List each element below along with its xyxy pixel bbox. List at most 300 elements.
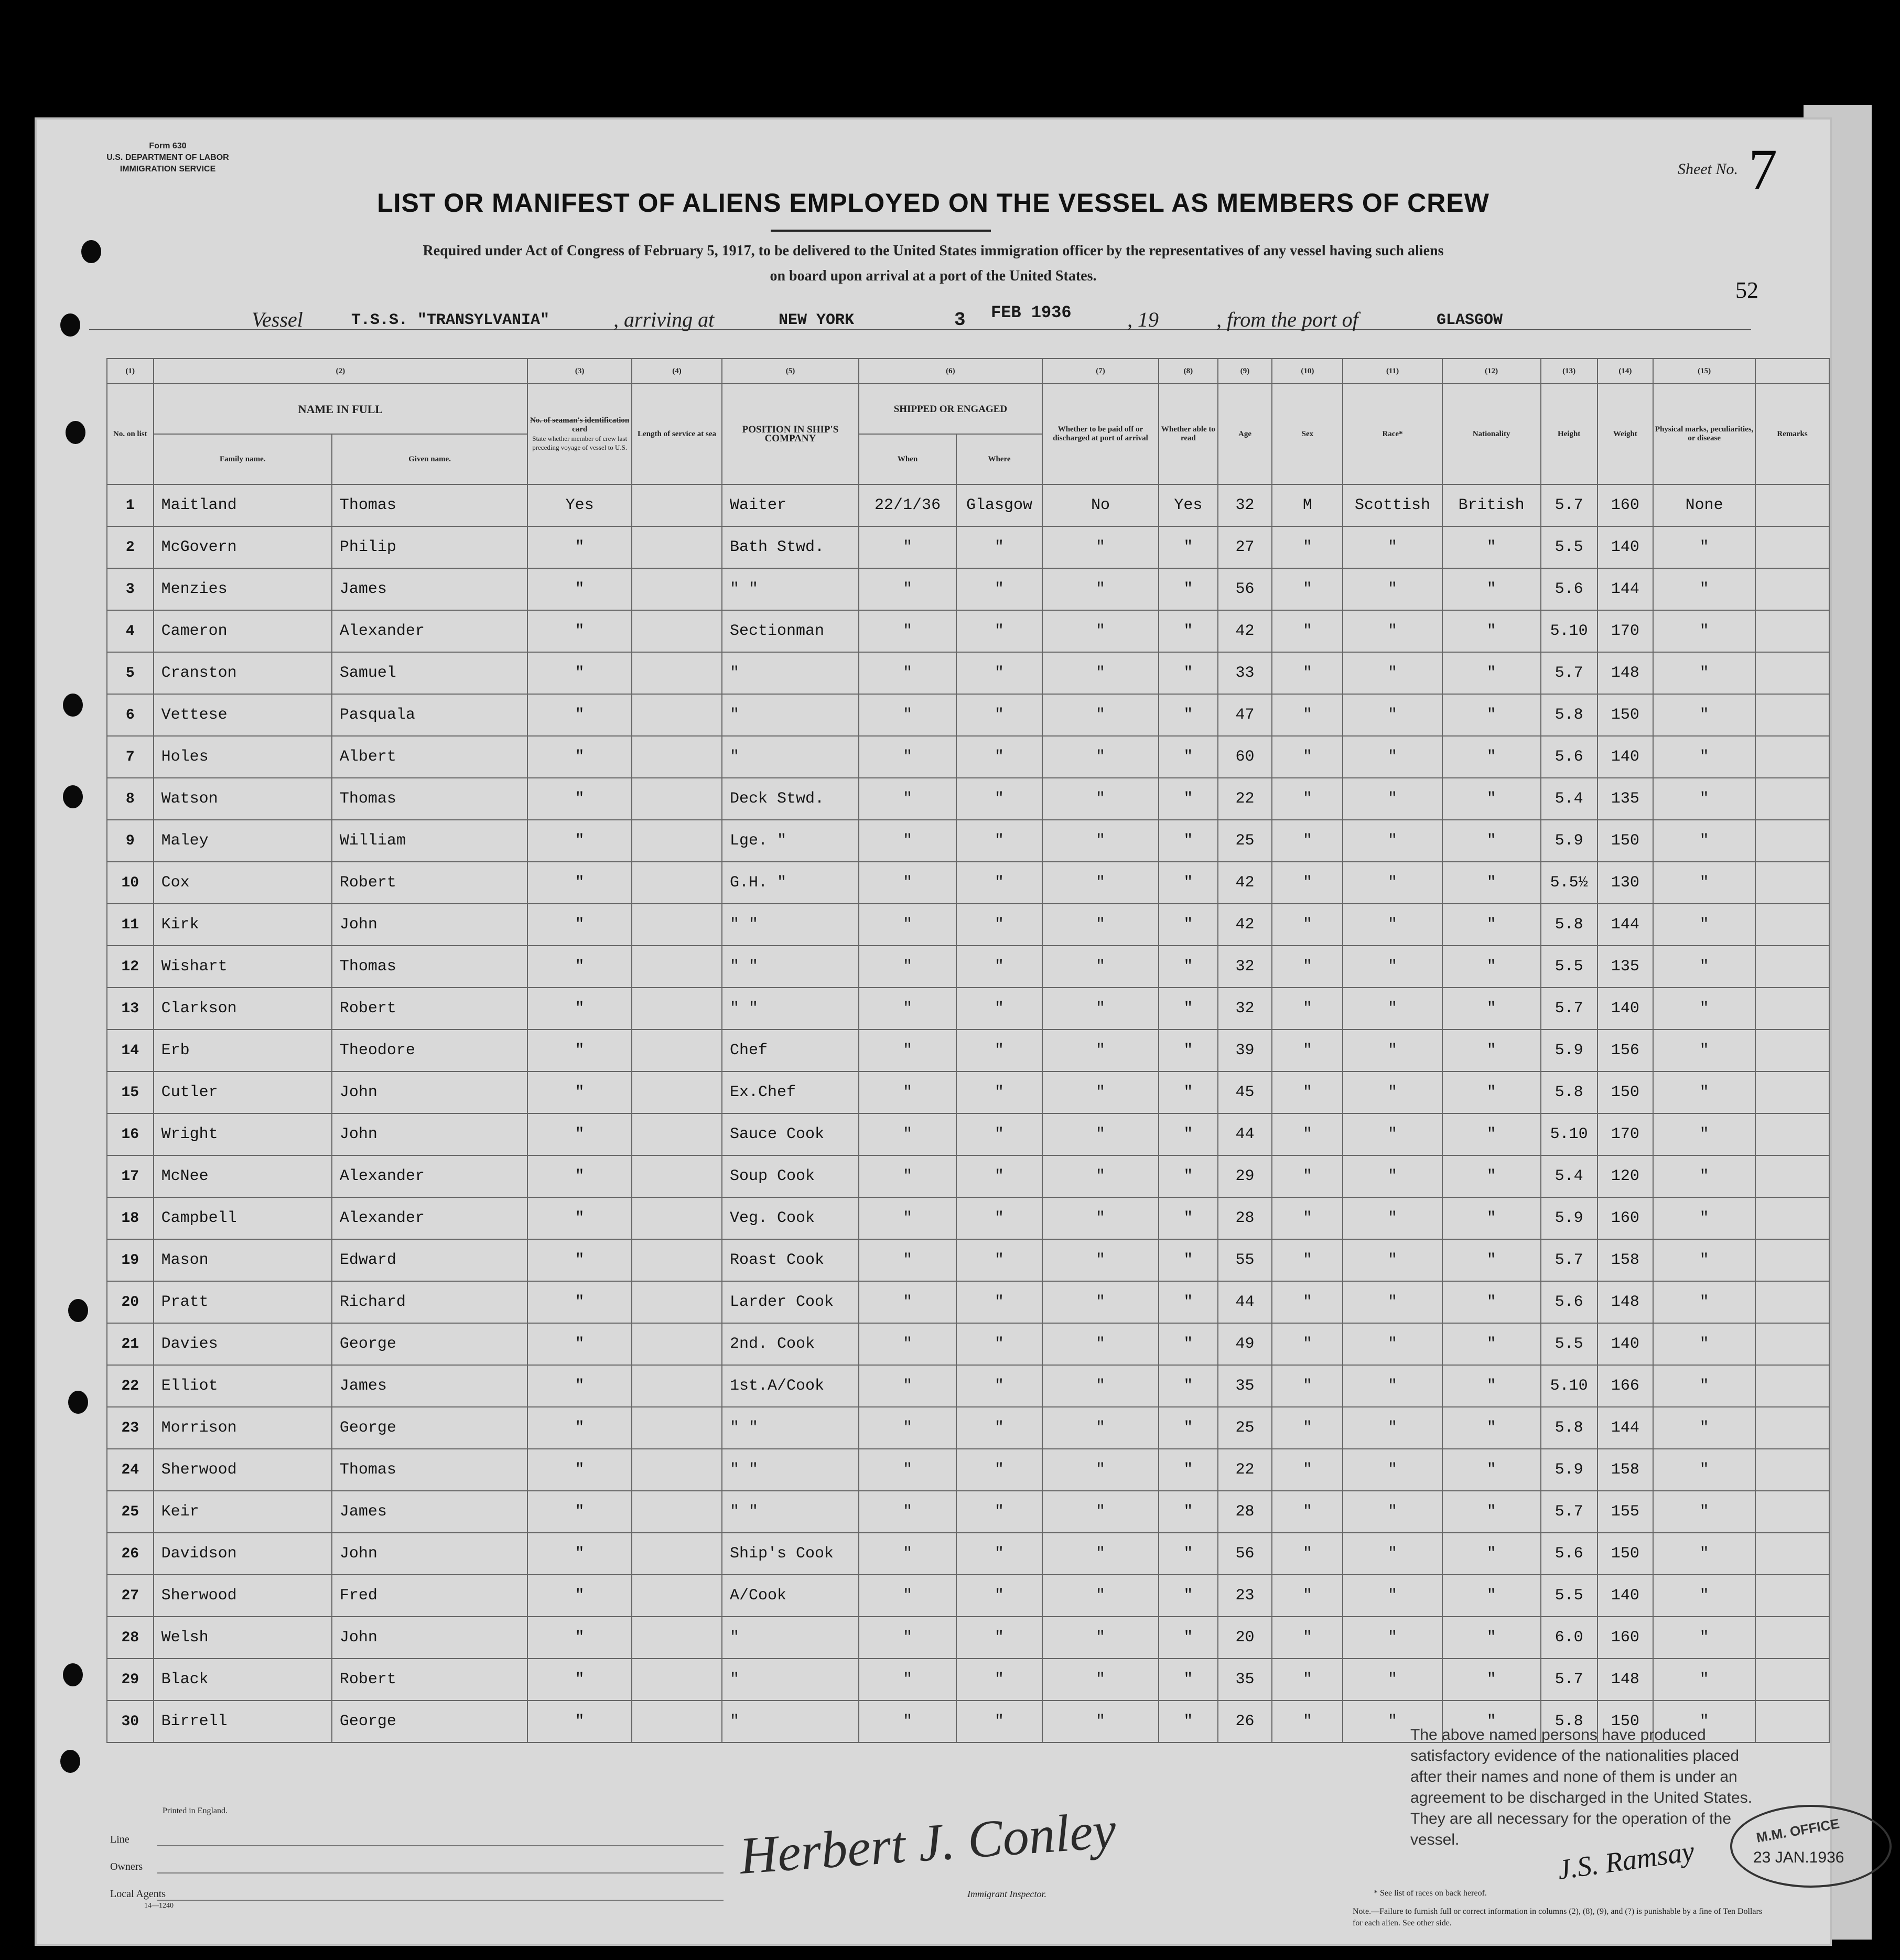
race-cell: " bbox=[1343, 1030, 1442, 1071]
sex-cell: " bbox=[1272, 1449, 1343, 1491]
weight-cell: 144 bbox=[1597, 568, 1654, 610]
owners-rule bbox=[157, 1872, 724, 1874]
able-to-read-cell: " bbox=[1159, 1407, 1218, 1449]
length-service-cell bbox=[632, 1659, 722, 1701]
header-height: Height bbox=[1541, 384, 1597, 484]
header-nationality: Nationality bbox=[1442, 384, 1541, 484]
family-name-cell: Campbell bbox=[154, 1197, 332, 1239]
weight-cell: 160 bbox=[1597, 1617, 1654, 1659]
position-cell: Ship's Cook bbox=[722, 1533, 859, 1575]
previous-voyage-cell: " bbox=[527, 610, 632, 652]
race-cell: Scottish bbox=[1343, 484, 1442, 526]
able-to-read-cell: " bbox=[1159, 1617, 1218, 1659]
height-cell: 5.7 bbox=[1541, 484, 1597, 526]
shipped-when-cell: " bbox=[859, 610, 956, 652]
height-cell: 5.7 bbox=[1541, 1239, 1597, 1281]
row-number-cell: 7 bbox=[107, 736, 154, 778]
paid-off-cell: " bbox=[1042, 1365, 1159, 1407]
sex-cell: " bbox=[1272, 1701, 1343, 1742]
row-number-cell: 19 bbox=[107, 1239, 154, 1281]
remarks-cell bbox=[1755, 610, 1829, 652]
shipped-when-cell: " bbox=[859, 736, 956, 778]
physical-marks-cell: " bbox=[1653, 652, 1755, 694]
given-name-cell: Theodore bbox=[332, 1030, 527, 1071]
crew-row bbox=[107, 1491, 1829, 1533]
physical-marks-cell: " bbox=[1653, 694, 1755, 736]
shipped-when-cell: " bbox=[859, 1113, 956, 1155]
header-where: Where bbox=[956, 434, 1042, 484]
owners-label: Owners bbox=[110, 1861, 143, 1872]
position-cell: Soup Cook bbox=[722, 1155, 859, 1197]
crew-row bbox=[107, 1407, 1829, 1449]
able-to-read-cell: " bbox=[1159, 778, 1218, 820]
family-name-cell: Cox bbox=[154, 862, 332, 904]
header-col3-struck: No. of seaman's identification card bbox=[530, 416, 630, 434]
race-cell: " bbox=[1343, 1323, 1442, 1365]
inspector-signature: Herbert J. Conley bbox=[738, 1801, 1118, 1885]
height-cell: 5.5½ bbox=[1541, 862, 1597, 904]
age-cell: 55 bbox=[1218, 1239, 1272, 1281]
requirement-line-1: Required under Act of Congress of February 5, 1917, to be delivered to the United States immigration officer by the representatives of any vessel having such aliens bbox=[423, 243, 1444, 259]
physical-marks-cell: " bbox=[1653, 1323, 1755, 1365]
given-name-cell: Robert bbox=[332, 862, 527, 904]
weight-cell: 160 bbox=[1597, 1197, 1654, 1239]
col-num-12: (12) bbox=[1442, 359, 1541, 384]
row-number-cell: 5 bbox=[107, 652, 154, 694]
weight-cell: 166 bbox=[1597, 1365, 1654, 1407]
header-sex: Sex bbox=[1272, 384, 1343, 484]
remarks-cell bbox=[1755, 1533, 1829, 1575]
shipped-where-cell: " bbox=[956, 1071, 1042, 1113]
physical-marks-cell: " bbox=[1653, 1701, 1755, 1742]
family-name-cell: Watson bbox=[154, 778, 332, 820]
row-number-cell: 11 bbox=[107, 904, 154, 946]
position-cell: Sectionman bbox=[722, 610, 859, 652]
nationality-cell: " bbox=[1442, 862, 1541, 904]
height-cell: 5.7 bbox=[1541, 1659, 1597, 1701]
shipped-where-cell: " bbox=[956, 694, 1042, 736]
position-cell: " " bbox=[722, 568, 859, 610]
sex-cell: " bbox=[1272, 568, 1343, 610]
given-name-cell: John bbox=[332, 1533, 527, 1575]
height-cell: 5.9 bbox=[1541, 1197, 1597, 1239]
race-cell: " bbox=[1343, 1113, 1442, 1155]
previous-voyage-cell: " bbox=[527, 1281, 632, 1323]
crew-rows bbox=[107, 484, 1829, 1742]
header-col3-note: State whether member of crew last preceding voyage of vessel to U.S. bbox=[532, 435, 628, 451]
crew-row bbox=[107, 778, 1829, 820]
punch-hole bbox=[66, 421, 85, 444]
shipped-where-cell: " bbox=[956, 1617, 1042, 1659]
shipped-when-cell: " bbox=[859, 1323, 956, 1365]
shipped-where-cell: " bbox=[956, 652, 1042, 694]
race-cell: " bbox=[1343, 568, 1442, 610]
sex-cell: " bbox=[1272, 1365, 1343, 1407]
able-to-read-cell: " bbox=[1159, 1449, 1218, 1491]
able-to-read-cell: " bbox=[1159, 694, 1218, 736]
previous-voyage-cell: " bbox=[527, 904, 632, 946]
given-name-cell: Thomas bbox=[332, 946, 527, 988]
position-cell: " bbox=[722, 736, 859, 778]
shipped-when-cell: " bbox=[859, 1533, 956, 1575]
able-to-read-cell: " bbox=[1159, 1491, 1218, 1533]
weight-cell: 140 bbox=[1597, 736, 1654, 778]
col-num-1: (1) bbox=[107, 359, 154, 384]
weight-cell: 150 bbox=[1597, 1533, 1654, 1575]
age-cell: 32 bbox=[1218, 484, 1272, 526]
previous-voyage-cell: " bbox=[527, 526, 632, 568]
nationality-cell: " bbox=[1442, 652, 1541, 694]
shipped-where-cell: " bbox=[956, 1197, 1042, 1239]
race-cell: " bbox=[1343, 1491, 1442, 1533]
race-cell: " bbox=[1343, 1281, 1442, 1323]
race-cell: " bbox=[1343, 820, 1442, 862]
sex-cell: " bbox=[1272, 1239, 1343, 1281]
age-cell: 25 bbox=[1218, 1407, 1272, 1449]
race-cell: " bbox=[1343, 1533, 1442, 1575]
shipped-where-cell: " bbox=[956, 1281, 1042, 1323]
crew-row bbox=[107, 526, 1829, 568]
age-cell: 42 bbox=[1218, 904, 1272, 946]
crew-row bbox=[107, 1323, 1829, 1365]
given-name-cell: Thomas bbox=[332, 484, 527, 526]
race-cell: " bbox=[1343, 526, 1442, 568]
length-service-cell bbox=[632, 988, 722, 1030]
nationality-cell: " bbox=[1442, 568, 1541, 610]
crew-row bbox=[107, 1197, 1829, 1239]
nationality-cell: " bbox=[1442, 1155, 1541, 1197]
title-underline bbox=[771, 230, 991, 232]
row-number-cell: 26 bbox=[107, 1533, 154, 1575]
remarks-cell bbox=[1755, 1659, 1829, 1701]
sheet-label: Sheet No. bbox=[1678, 160, 1738, 178]
nationality-cell: " bbox=[1442, 694, 1541, 736]
shipped-where-cell: " bbox=[956, 904, 1042, 946]
length-service-cell bbox=[632, 484, 722, 526]
shipped-when-cell: " bbox=[859, 1407, 956, 1449]
manifest-title: LIST OR MANIFEST OF ALIENS EMPLOYED ON THE VESSEL AS MEMBERS OF CREW bbox=[377, 188, 1489, 218]
col-num-8: (8) bbox=[1159, 359, 1218, 384]
col-num-9: (9) bbox=[1218, 359, 1272, 384]
weight-cell: 144 bbox=[1597, 1407, 1654, 1449]
remarks-cell bbox=[1755, 778, 1829, 820]
sheet-number: 7 bbox=[1748, 137, 1777, 201]
sex-cell: " bbox=[1272, 946, 1343, 988]
length-service-cell bbox=[632, 1575, 722, 1617]
weight-cell: 130 bbox=[1597, 862, 1654, 904]
physical-marks-cell: " bbox=[1653, 988, 1755, 1030]
header-shipped: SHIPPED OR ENGAGED bbox=[859, 384, 1042, 434]
shipped-when-cell: " bbox=[859, 1030, 956, 1071]
arriving-label: , arriving at bbox=[613, 308, 715, 331]
able-to-read-cell: Yes bbox=[1159, 484, 1218, 526]
arrival-port: NEW YORK bbox=[779, 311, 855, 329]
age-cell: 60 bbox=[1218, 736, 1272, 778]
height-cell: 5.7 bbox=[1541, 652, 1597, 694]
previous-voyage-cell: " bbox=[527, 1239, 632, 1281]
crew-row bbox=[107, 1030, 1829, 1071]
punch-hole bbox=[63, 785, 83, 808]
family-name-cell: Pratt bbox=[154, 1281, 332, 1323]
remarks-cell bbox=[1755, 484, 1829, 526]
able-to-read-cell: " bbox=[1159, 1281, 1218, 1323]
row-number-cell: 14 bbox=[107, 1030, 154, 1071]
length-service-cell bbox=[632, 1071, 722, 1113]
height-cell: 5.10 bbox=[1541, 1365, 1597, 1407]
length-service-cell bbox=[632, 1491, 722, 1533]
nationality-cell: " bbox=[1442, 1533, 1541, 1575]
stamp-date: 23 JAN.1936 bbox=[1753, 1849, 1844, 1866]
remarks-cell bbox=[1755, 1407, 1829, 1449]
side-number: 52 bbox=[1735, 277, 1758, 303]
able-to-read-cell: " bbox=[1159, 1533, 1218, 1575]
physical-marks-cell: " bbox=[1653, 526, 1755, 568]
position-cell: Ex.Chef bbox=[722, 1071, 859, 1113]
shipped-where-cell: " bbox=[956, 1407, 1042, 1449]
position-cell: Veg. Cook bbox=[722, 1197, 859, 1239]
previous-voyage-cell: " bbox=[527, 1701, 632, 1742]
physical-marks-cell: " bbox=[1653, 1030, 1755, 1071]
row-number-cell: 10 bbox=[107, 862, 154, 904]
paid-off-cell: " bbox=[1042, 568, 1159, 610]
given-name-cell: George bbox=[332, 1323, 527, 1365]
weight-cell: 135 bbox=[1597, 946, 1654, 988]
crew-row bbox=[107, 484, 1829, 526]
length-service-cell bbox=[632, 694, 722, 736]
previous-voyage-cell: " bbox=[527, 1491, 632, 1533]
shipped-when-cell: " bbox=[859, 820, 956, 862]
position-cell: " bbox=[722, 694, 859, 736]
form-number: Form 630 bbox=[149, 142, 187, 150]
shipped-when-cell: " bbox=[859, 1197, 956, 1239]
given-name-cell: James bbox=[332, 1365, 527, 1407]
weight-cell: 160 bbox=[1597, 484, 1654, 526]
row-number-cell: 20 bbox=[107, 1281, 154, 1323]
crew-row bbox=[107, 1659, 1829, 1701]
age-cell: 45 bbox=[1218, 1071, 1272, 1113]
shipped-when-cell: " bbox=[859, 1365, 956, 1407]
shipped-where-cell: " bbox=[956, 1030, 1042, 1071]
remarks-cell bbox=[1755, 1113, 1829, 1155]
family-name-cell: Mason bbox=[154, 1239, 332, 1281]
shipped-where-cell: " bbox=[956, 778, 1042, 820]
sex-cell: " bbox=[1272, 1030, 1343, 1071]
vessel-name: T.S.S. "TRANSYLVANIA" bbox=[351, 311, 550, 329]
age-cell: 28 bbox=[1218, 1491, 1272, 1533]
shipped-where-cell: " bbox=[956, 1701, 1042, 1742]
crew-row bbox=[107, 820, 1829, 862]
nationality-cell: " bbox=[1442, 1365, 1541, 1407]
sex-cell: " bbox=[1272, 736, 1343, 778]
row-number-cell: 30 bbox=[107, 1701, 154, 1742]
form-header bbox=[92, 140, 244, 175]
paid-off-cell: " bbox=[1042, 820, 1159, 862]
row-number-cell: 6 bbox=[107, 694, 154, 736]
family-name-cell: Menzies bbox=[154, 568, 332, 610]
shipped-where-cell: " bbox=[956, 1659, 1042, 1701]
header-name-in-full: NAME IN FULL bbox=[154, 384, 528, 434]
able-to-read-cell: " bbox=[1159, 1323, 1218, 1365]
family-name-cell: Davies bbox=[154, 1323, 332, 1365]
paid-off-cell: " bbox=[1042, 1449, 1159, 1491]
nationality-cell: " bbox=[1442, 1701, 1541, 1742]
races-note: * See list of races on back hereof. bbox=[1374, 1889, 1487, 1898]
header-remarks: Remarks bbox=[1755, 384, 1829, 484]
length-service-cell bbox=[632, 568, 722, 610]
race-cell: " bbox=[1343, 1659, 1442, 1701]
previous-voyage-cell: " bbox=[527, 652, 632, 694]
height-cell: 5.9 bbox=[1541, 1449, 1597, 1491]
given-name-cell: Thomas bbox=[332, 778, 527, 820]
punch-hole bbox=[63, 694, 83, 717]
paid-off-cell: " bbox=[1042, 1491, 1159, 1533]
row-number-cell: 23 bbox=[107, 1407, 154, 1449]
nationality-cell: " bbox=[1442, 1030, 1541, 1071]
height-cell: 5.8 bbox=[1541, 694, 1597, 736]
crew-row bbox=[107, 610, 1829, 652]
length-service-cell bbox=[632, 1197, 722, 1239]
remarks-cell bbox=[1755, 1281, 1829, 1323]
punch-hole bbox=[63, 1663, 83, 1686]
position-cell: " bbox=[722, 652, 859, 694]
age-cell: 47 bbox=[1218, 694, 1272, 736]
able-to-read-cell: " bbox=[1159, 1365, 1218, 1407]
weight-cell: 140 bbox=[1597, 526, 1654, 568]
shipped-when-cell: " bbox=[859, 1071, 956, 1113]
previous-voyage-cell: " bbox=[527, 1365, 632, 1407]
race-cell: " bbox=[1343, 946, 1442, 988]
height-cell: 5.8 bbox=[1541, 1407, 1597, 1449]
race-cell: " bbox=[1343, 778, 1442, 820]
age-cell: 25 bbox=[1218, 820, 1272, 862]
shipped-where-cell: " bbox=[956, 1533, 1042, 1575]
race-cell: " bbox=[1343, 652, 1442, 694]
row-number-cell: 22 bbox=[107, 1365, 154, 1407]
position-cell: " bbox=[722, 1701, 859, 1742]
col-num-10: (10) bbox=[1272, 359, 1343, 384]
physical-marks-cell: " bbox=[1653, 820, 1755, 862]
previous-voyage-cell: " bbox=[527, 1030, 632, 1071]
header-age: Age bbox=[1218, 384, 1272, 484]
height-cell: 5.8 bbox=[1541, 904, 1597, 946]
length-service-cell bbox=[632, 1701, 722, 1742]
weight-cell: 144 bbox=[1597, 904, 1654, 946]
previous-voyage-cell: " bbox=[527, 736, 632, 778]
col-num-7: (7) bbox=[1042, 359, 1159, 384]
given-name-cell: John bbox=[332, 1617, 527, 1659]
paid-off-cell: " bbox=[1042, 946, 1159, 988]
weight-cell: 120 bbox=[1597, 1155, 1654, 1197]
length-service-cell bbox=[632, 610, 722, 652]
shipped-when-cell: " bbox=[859, 862, 956, 904]
weight-cell: 170 bbox=[1597, 1113, 1654, 1155]
age-cell: 42 bbox=[1218, 610, 1272, 652]
family-name-cell: Kirk bbox=[154, 904, 332, 946]
col-num-3: (3) bbox=[527, 359, 632, 384]
paid-off-cell: " bbox=[1042, 736, 1159, 778]
age-cell: 39 bbox=[1218, 1030, 1272, 1071]
paid-off-cell: " bbox=[1042, 1155, 1159, 1197]
physical-marks-cell: " bbox=[1653, 1239, 1755, 1281]
position-cell: " " bbox=[722, 946, 859, 988]
previous-voyage-cell: " bbox=[527, 1407, 632, 1449]
nationality-cell: " bbox=[1442, 820, 1541, 862]
family-name-cell: Maitland bbox=[154, 484, 332, 526]
crew-row bbox=[107, 1281, 1829, 1323]
form-code: 14—1240 bbox=[144, 1902, 174, 1910]
remarks-cell bbox=[1755, 1449, 1829, 1491]
sex-cell: " bbox=[1272, 1659, 1343, 1701]
height-cell: 5.9 bbox=[1541, 820, 1597, 862]
sex-cell: " bbox=[1272, 1617, 1343, 1659]
position-cell: Sauce Cook bbox=[722, 1113, 859, 1155]
position-cell: " " bbox=[722, 904, 859, 946]
physical-marks-cell: " bbox=[1653, 1533, 1755, 1575]
shipped-when-cell: " bbox=[859, 1449, 956, 1491]
col-num-11: (11) bbox=[1343, 359, 1442, 384]
previous-voyage-cell: " bbox=[527, 1155, 632, 1197]
sex-cell: " bbox=[1272, 1533, 1343, 1575]
family-name-cell: McGovern bbox=[154, 526, 332, 568]
shipped-where-cell: " bbox=[956, 1155, 1042, 1197]
weight-cell: 150 bbox=[1597, 694, 1654, 736]
age-cell: 33 bbox=[1218, 652, 1272, 694]
given-name-cell: Richard bbox=[332, 1281, 527, 1323]
given-name-cell: Fred bbox=[332, 1575, 527, 1617]
crew-row bbox=[107, 652, 1829, 694]
paid-off-cell: " bbox=[1042, 1407, 1159, 1449]
previous-voyage-cell: " bbox=[527, 1449, 632, 1491]
physical-marks-cell: " bbox=[1653, 1575, 1755, 1617]
paid-off-cell: " bbox=[1042, 526, 1159, 568]
sex-cell: " bbox=[1272, 1323, 1343, 1365]
physical-marks-cell: " bbox=[1653, 568, 1755, 610]
paid-off-cell: " bbox=[1042, 1575, 1159, 1617]
shipped-when-cell: " bbox=[859, 1617, 956, 1659]
position-cell: Deck Stwd. bbox=[722, 778, 859, 820]
shipped-where-cell: " bbox=[956, 862, 1042, 904]
sex-cell: " bbox=[1272, 904, 1343, 946]
shipped-where-cell: " bbox=[956, 1575, 1042, 1617]
race-cell: " bbox=[1343, 694, 1442, 736]
previous-voyage-cell: " bbox=[527, 820, 632, 862]
able-to-read-cell: " bbox=[1159, 1659, 1218, 1701]
previous-voyage-cell: " bbox=[527, 1197, 632, 1239]
col-num-5: (5) bbox=[722, 359, 859, 384]
row-number-cell: 15 bbox=[107, 1071, 154, 1113]
nationality-cell: " bbox=[1442, 946, 1541, 988]
given-name-cell: Alexander bbox=[332, 1197, 527, 1239]
length-service-cell bbox=[632, 1281, 722, 1323]
able-to-read-cell: " bbox=[1159, 1239, 1218, 1281]
previous-voyage-cell: " bbox=[527, 862, 632, 904]
shipped-where-cell: " bbox=[956, 946, 1042, 988]
col-num-blank bbox=[1755, 359, 1829, 384]
previous-voyage-cell: " bbox=[527, 568, 632, 610]
position-cell: " " bbox=[722, 1491, 859, 1533]
remarks-cell bbox=[1755, 652, 1829, 694]
paid-off-cell: " bbox=[1042, 1533, 1159, 1575]
line-label: Line bbox=[110, 1834, 129, 1845]
previous-voyage-cell: " bbox=[527, 1323, 632, 1365]
paid-off-cell: " bbox=[1042, 1281, 1159, 1323]
line-rule bbox=[157, 1845, 724, 1846]
nationality-cell: " bbox=[1442, 1281, 1541, 1323]
col-num-6: (6) bbox=[859, 359, 1042, 384]
able-to-read-cell: " bbox=[1159, 904, 1218, 946]
sex-cell: " bbox=[1272, 526, 1343, 568]
given-name-cell: James bbox=[332, 1491, 527, 1533]
